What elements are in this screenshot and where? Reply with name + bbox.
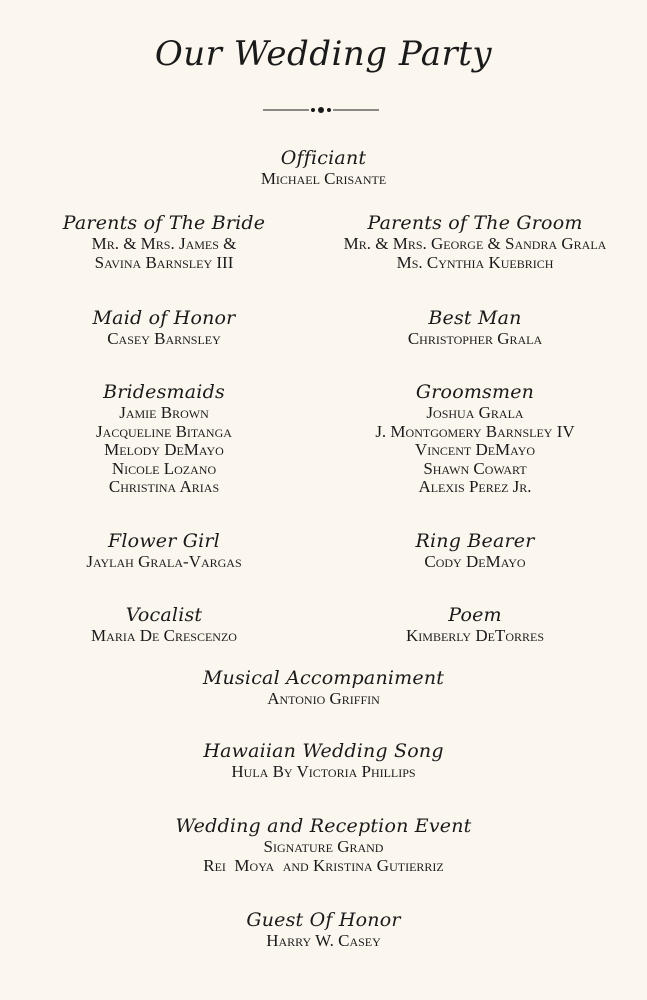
section-heading: Guest Of Honor xyxy=(246,909,401,931)
name-line: Christopher Grala xyxy=(407,329,543,348)
name-line: Rei Moya and Kristina Gutierriz xyxy=(203,855,444,875)
name-line: Casey Barnsley xyxy=(107,329,221,348)
section-heading: Parents of The Groom xyxy=(367,212,583,234)
poem-section xyxy=(325,603,625,646)
event-section xyxy=(0,814,647,875)
name-line: Christina Arias xyxy=(108,477,220,496)
name-line: Kimberly DeTorres xyxy=(406,626,544,645)
musical-accompaniment-section xyxy=(0,666,647,709)
name-line: Ms. Cynthia Kuebrich xyxy=(396,252,554,272)
section-heading: Flower Girl xyxy=(108,530,220,552)
section-heading: Maid of Honor xyxy=(92,307,236,329)
name-line: Jaylah Grala-Vargas xyxy=(86,552,242,571)
section-heading: Ring Bearer xyxy=(415,530,535,552)
name-line: Melody DeMayo xyxy=(104,440,224,459)
section-heading: Hawaiian Wedding Song xyxy=(203,740,444,762)
bridesmaids-section xyxy=(24,380,304,497)
ornament-divider-icon xyxy=(263,104,379,116)
section-heading: Parents of The Bride xyxy=(62,212,266,234)
section-heading: Wedding and Reception Event xyxy=(175,815,472,837)
name-line: J. Montgomery Barnsley IV xyxy=(375,421,575,441)
name-line: Michael Crisante xyxy=(260,169,387,188)
page-title: Our Wedding Party xyxy=(154,34,493,74)
hawaiian-wedding-song-section xyxy=(0,739,647,782)
section-heading: Musical Accompaniment xyxy=(202,667,445,689)
parents-of-groom-section xyxy=(325,211,625,272)
name-line: Joshua Grala xyxy=(426,403,524,422)
name-line: Jacqueline Bitanga xyxy=(96,421,232,441)
name-line: Nicole Lozano xyxy=(111,458,217,478)
guest-of-honor-section xyxy=(0,908,647,951)
name-line: Jamie Brown xyxy=(119,403,209,422)
maid-of-honor-section xyxy=(24,306,304,349)
section-heading: Bridesmaids xyxy=(103,381,225,403)
name-line: Shawn Cowart xyxy=(423,458,527,478)
section-heading: Officiant xyxy=(280,147,367,169)
section-heading: Poem xyxy=(448,604,502,626)
best-man-section xyxy=(325,306,625,349)
name-line: Vincent DeMayo xyxy=(414,440,536,459)
vocalist-section xyxy=(24,603,304,646)
name-line: Hula By Victoria Phillips xyxy=(231,762,416,781)
section-heading: Groomsmen xyxy=(415,381,535,403)
name-line: Antonio Griffin xyxy=(267,689,380,708)
section-heading: Vocalist xyxy=(125,604,203,626)
name-line: Maria De Crescenzo xyxy=(91,626,237,645)
flower-girl-section xyxy=(24,529,304,572)
name-line: Alexis Perez Jr. xyxy=(418,477,532,496)
name-line: Signature Grand xyxy=(263,837,384,856)
name-line: Cody DeMayo xyxy=(424,552,526,571)
name-line: Mr. & Mrs. James & xyxy=(91,234,237,253)
name-line: Harry W. Casey xyxy=(266,931,381,950)
name-line: Mr. & Mrs. George & Sandra Grala xyxy=(343,234,607,253)
name-line: Savina Barnsley III xyxy=(94,252,234,272)
ring-bearer-section xyxy=(325,529,625,572)
parents-of-bride-section xyxy=(24,211,304,272)
officiant-section xyxy=(0,146,647,189)
groomsmen-section xyxy=(325,380,625,497)
section-heading: Best Man xyxy=(428,307,522,329)
